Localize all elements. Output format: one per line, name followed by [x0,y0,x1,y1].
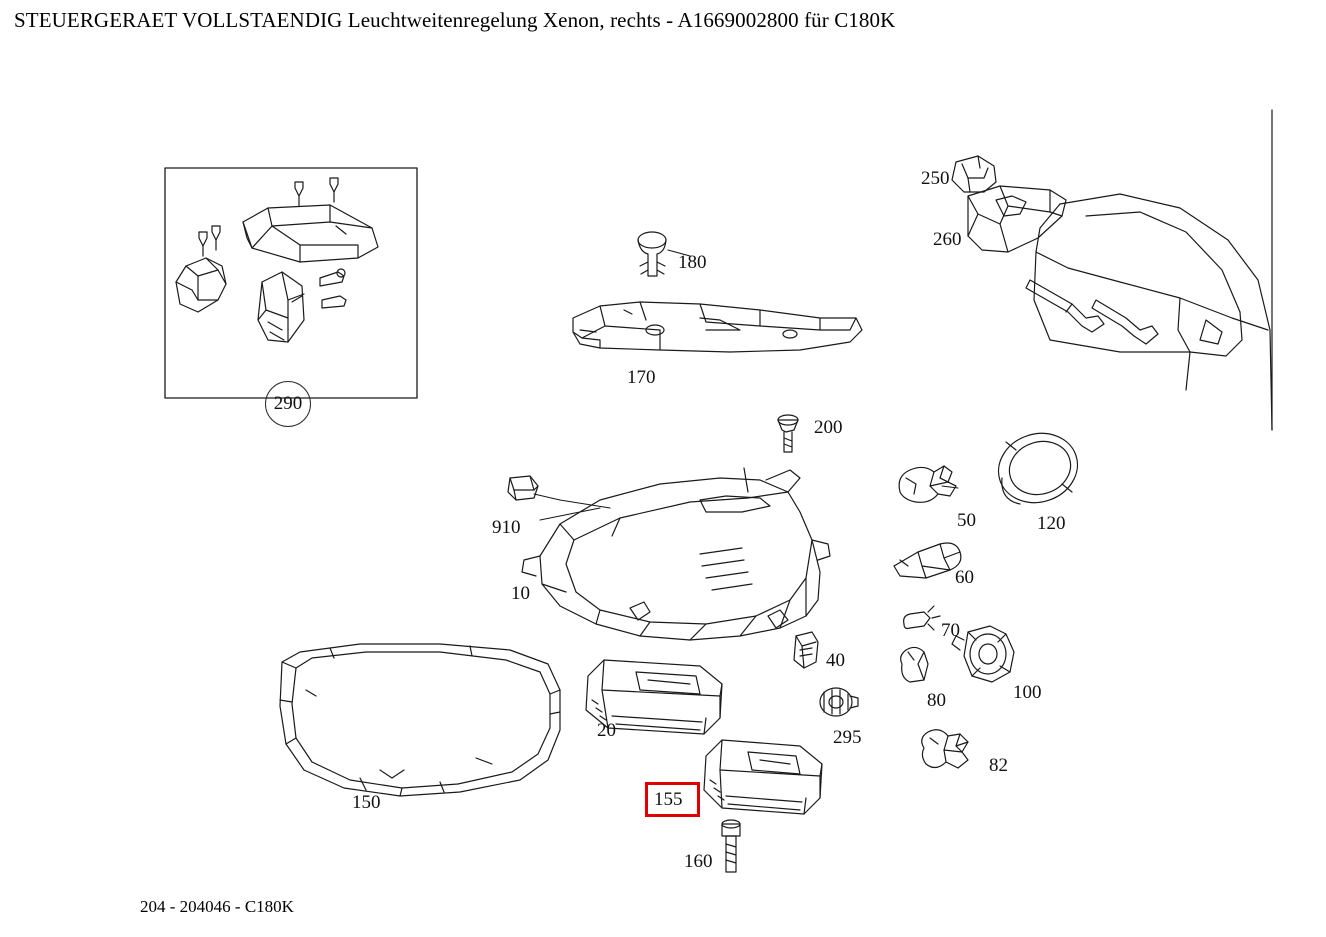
callout-50-label: 50 [957,510,976,531]
page-title: STEUERGERAET VOLLSTAENDIG Leuchtweitenregelung Xenon, rechts - A1669002800 für C180K [14,8,896,32]
callout-150-label: 150 [352,792,381,813]
callout-100-label: 100 [1013,682,1042,703]
part-70-bulb [904,606,940,630]
callout-260 [933,229,962,251]
inset-frame [165,168,417,398]
callout-180-label: 180 [678,252,707,273]
callout-82 [989,755,1008,777]
callout-100 [1013,682,1042,704]
callout-82-label: 82 [989,755,1008,776]
page-footer: 204 - 204046 - C180K [140,897,294,916]
callout-290 [265,381,311,427]
part-10-headlamp [522,468,830,640]
callout-180 [678,252,707,274]
callout-10-label: 10 [511,583,530,604]
callout-80-label: 80 [927,690,946,711]
callout-60-label: 60 [955,567,974,588]
part-260-cowl [968,186,1066,252]
part-120-ring [989,423,1086,512]
callout-250-label: 250 [921,168,950,189]
callout-150 [352,792,381,814]
callout-260-label: 260 [933,229,962,250]
callout-200-label: 200 [814,417,843,438]
part-180-clip [638,232,666,276]
callout-40 [826,650,845,672]
callout-250 [921,168,950,190]
callout-160-label: 160 [684,851,713,872]
callout-910-label: 910 [492,517,521,538]
callout-70-label: 70 [941,620,960,641]
callout-70 [941,620,960,642]
callout-290-label: 290 [273,393,303,414]
part-82-bulb-socket [922,730,968,768]
part-250-cover [952,156,996,192]
part-200-screw [778,415,798,452]
part-160-screw [722,820,740,872]
part-100-motor [952,626,1014,682]
callout-80 [927,690,946,712]
callout-60 [955,567,974,589]
callout-20-label: 20 [597,720,616,741]
part-150-frame [280,644,560,796]
callout-295 [833,727,862,749]
callout-20 [597,720,616,742]
callout-120 [1037,513,1066,535]
part-80-bulb [901,647,928,682]
callout-170-label: 170 [627,367,656,388]
part-295-cap [820,688,858,716]
callout-50 [957,510,976,532]
part-40-clip [794,632,818,668]
part-170-bracket [573,302,862,352]
callout-120-label: 120 [1037,513,1066,534]
callout-160 [684,851,713,873]
callout-10 [511,583,530,605]
part-60-bulb [894,543,961,578]
callout-155-label: 155 [654,789,683,810]
callout-170 [627,367,656,389]
callout-910 [492,517,521,539]
car-body-outline [1034,110,1272,430]
callout-295-label: 295 [833,727,862,748]
callout-40-label: 40 [826,650,845,671]
wiper-arms [1026,280,1158,344]
part-50-bulb [899,466,956,502]
callout-200 [814,417,843,439]
part-155-control-unit [704,740,822,814]
